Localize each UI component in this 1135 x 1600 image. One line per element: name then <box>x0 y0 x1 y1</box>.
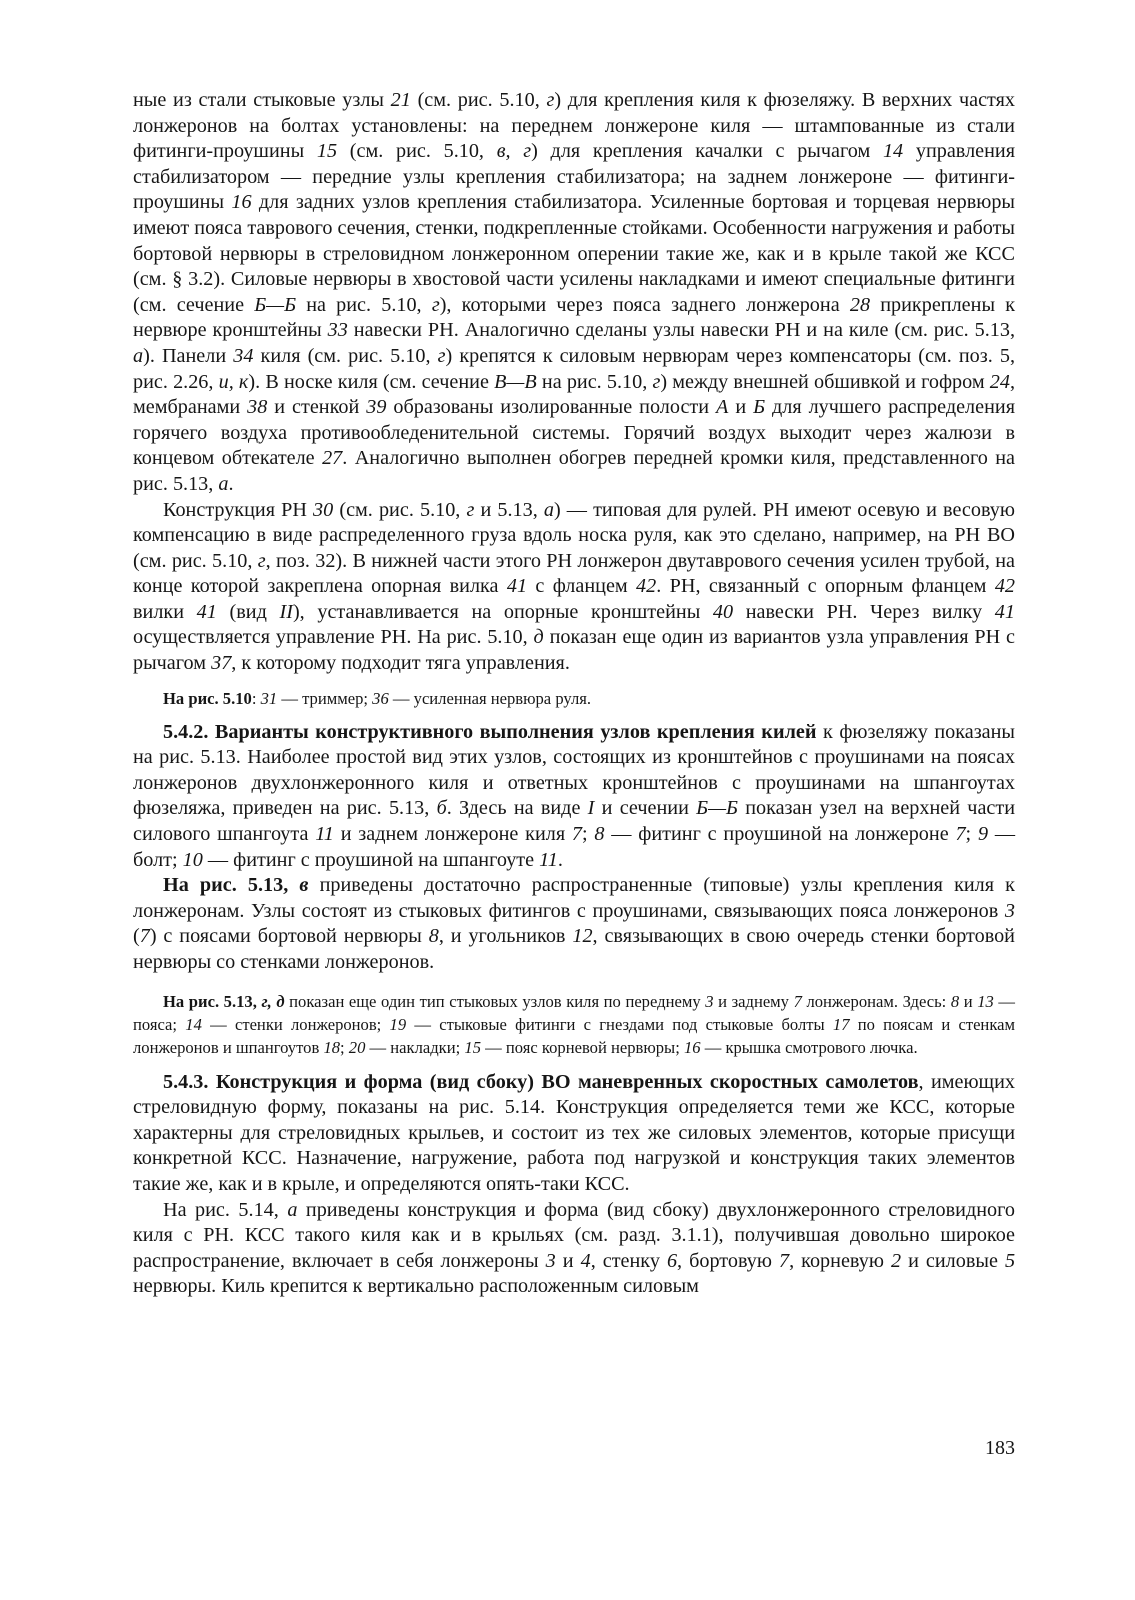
text-run: по поясам и стенкам лонжеронов и шпангоутов <box>133 1014 1015 1057</box>
body-paragraph <box>133 873 1015 975</box>
text-run: и заднему <box>713 991 794 1011</box>
text-run: , мембранами <box>133 370 1016 419</box>
text-run: навески РН. Аналогично сделаны узлы навески РН и на киле (см. рис. 5.13, <box>347 319 1016 342</box>
text-run: 24 <box>989 370 1010 393</box>
text-run: ( <box>133 925 140 948</box>
text-run: Б <box>753 396 766 419</box>
text-run: 6 <box>666 1249 678 1272</box>
text-run: ), устанавливается на опорные кронштейны <box>292 600 713 623</box>
text-run: 15 <box>464 1037 481 1057</box>
text-run: 8 <box>428 925 439 948</box>
text-run: ) между внешней обшивкой и гофром <box>660 370 990 393</box>
text-run: , стенку <box>590 1249 667 1272</box>
text-run: приведены конструкция и форма (вид сбоку) двухлонжеронного стреловидного киля с РН. КСС такого киля как и в крыльях (см. разд. 3.1.1), получившая довольно широкое распространение, включает в себя лонжероны <box>133 1198 1015 1272</box>
text-run: , корневую <box>789 1249 891 1272</box>
text-run: г <box>466 498 475 521</box>
text-run: г, д <box>261 991 285 1011</box>
text-run: 16 <box>683 1037 701 1057</box>
text-run: вилки <box>133 600 197 623</box>
text-run: с фланцем <box>527 575 637 598</box>
text-run: 7 <box>571 823 583 846</box>
text-run: 3 <box>1004 899 1015 922</box>
text-run: — триммер; <box>277 688 373 708</box>
text-run: А <box>716 396 729 419</box>
text-run: а <box>287 1198 298 1221</box>
text-run: — пояс корневой нервюры; <box>480 1037 684 1057</box>
text-run: и <box>959 991 978 1011</box>
text-run: ные из стали стыковые узлы <box>133 89 391 111</box>
text-run: 5.4.3. Конструкция и форма (вид сбоку) ВО маневренных скоростных самолетов <box>163 1070 919 1093</box>
text-run: (вид <box>216 600 280 623</box>
text-run: г <box>546 89 555 111</box>
text-run: 34 <box>233 344 254 367</box>
text-run: на рис. 5.10, <box>296 293 432 316</box>
text-run: . Аналогично выполнен обогрев передней кромки киля, представленного на рис. 5.13, <box>133 447 1016 495</box>
page-number: 183 <box>985 1437 1015 1459</box>
text-run: и стенкой <box>267 396 367 419</box>
text-run: — стыковые фитинги с гнездами под стыковые болты <box>406 1014 833 1034</box>
text-run: ). Панели <box>143 344 234 367</box>
text-run: г <box>257 549 266 572</box>
text-run: 37 <box>211 652 232 675</box>
text-run: 31 <box>260 688 278 708</box>
text-run: Б—Б <box>254 293 296 316</box>
text-run: а <box>218 472 229 495</box>
text-run: — болт; <box>133 823 1016 871</box>
text-run: 14 <box>882 140 904 163</box>
text-run: для лучшего распределения горячего воздуха противообледенительной системы. Горячий воздух выходит через жалюзи в концевом обтекателе <box>133 396 1015 470</box>
text-run: . <box>228 472 234 495</box>
text-run: 7 <box>139 925 150 948</box>
text-run: : <box>251 688 261 708</box>
text-run: 20 <box>348 1037 366 1057</box>
text-run: а <box>543 498 554 521</box>
text-run: д <box>533 626 544 649</box>
text-run: — усиленная нервюра руля. <box>388 688 592 708</box>
text-run: 41 <box>506 575 528 598</box>
text-run: и сечении <box>594 797 697 820</box>
text-run: для задних узлов крепления стабилизатора. Усиленные бортовая и торцевая нервюры имеют пояса таврового сечения, стенки, подкрепленные стойками. Особенности нагружения и работы бортовой нервюры в стреловидном лонжеронном оперении такие же, как и в крыле такой же КСС (см. § 3.2). Силовые нервюры в хвостовой части усилены накладками и имеют специальные фитинги (см. сечение <box>133 191 1015 316</box>
text-run: ). В носке киля (см. сечение <box>248 370 495 393</box>
text-run: , к которому подходит тяга управления. <box>231 652 570 675</box>
text-run: и <box>555 1249 581 1272</box>
text-run: приведены достаточно распространенные (типовые) узлы крепления киля к лонжеронам. Узлы состоят из стыковых фитингов с проушинами, связывающих пояса лонжеронов <box>133 874 1015 922</box>
body-paragraph <box>133 1070 1015 1198</box>
text-run: показан еще один тип стыковых узлов киля по переднему <box>284 991 706 1011</box>
text-run: 7 <box>955 823 966 846</box>
text-run: — стенки лонжеронов; <box>201 1014 390 1034</box>
text-run: и заднем лонжероне киля <box>333 823 572 846</box>
text-run: 39 <box>366 396 387 419</box>
text-run: , поз. 32). В нижней части этого РН лонжерон двутаврового сечения усилен трубой, на конце которой закреплена опорная вилка <box>133 549 1015 598</box>
text-run: — фитинг с проушиной на лонжероне <box>604 823 956 846</box>
text-run: нервюры. Киль крепится к вертикально расположенным силовым <box>133 1275 699 1298</box>
text-run: На рис. 5.13, <box>163 991 262 1011</box>
text-run: , бортовую <box>677 1249 780 1272</box>
text-run: (см. рис. 5.10, <box>333 498 467 521</box>
text-run: 19 <box>389 1014 407 1034</box>
text-run: к фюзеляжу показаны на рис. 5.13. Наиболее простой вид этих узлов, состоящих из кронштейнов с проушинами на поясах лонжеронов двухлонжеронного киля и ответных кронштейнов с проушинами на шпангоутах фюзеляжа, приведен на рис. 5.13, <box>133 720 1015 820</box>
text-run: ; <box>965 823 978 846</box>
text-run: На рис. 5.13, <box>163 874 300 897</box>
text-run: 3 <box>705 991 714 1011</box>
text-run: . РН, связанный с опорным фланцем <box>656 575 995 598</box>
text-run: 42 <box>636 575 657 598</box>
figure-note <box>133 990 1015 1059</box>
text-run: 33 <box>327 319 348 342</box>
text-run: 5 <box>1004 1249 1016 1272</box>
text-run: 17 <box>832 1014 850 1034</box>
body-paragraph <box>133 88 1015 498</box>
text-run: г <box>431 293 440 316</box>
text-run: В—В <box>494 370 537 393</box>
text-run: 8 <box>594 823 605 846</box>
text-run: , и угольников <box>438 925 573 948</box>
text-run: показан узел на верхней части силового шпангоута <box>133 797 1016 846</box>
text-run: в <box>299 874 309 897</box>
text-run: киля (см. рис. 5.10, <box>253 344 438 367</box>
text-run: б <box>436 797 447 820</box>
text-run: — крышка смотрового лючка. <box>700 1037 918 1057</box>
text-run: (см. рис. 5.10, <box>410 89 547 111</box>
text-run: показан еще один из вариантов узла управления РН с рычагом <box>133 626 1015 675</box>
text-run: 4 <box>580 1249 591 1272</box>
text-run: образованы изолированные полости <box>386 396 717 419</box>
text-run: Б—Б <box>696 797 738 820</box>
text-run: 7 <box>793 991 802 1011</box>
text-run: 14 <box>185 1014 202 1034</box>
text-run: лонжеронам. Здесь: <box>801 991 951 1011</box>
text-run: навески РН. Через вилку <box>733 600 995 623</box>
text-run: . <box>557 848 563 871</box>
body-paragraph <box>133 498 1015 677</box>
text-run: II <box>279 600 293 623</box>
figure-note <box>133 687 1015 710</box>
text-run: и, к <box>218 370 249 393</box>
text-run: — пояса; <box>133 991 1016 1034</box>
text-run: 41 <box>994 600 1015 623</box>
text-run: (см. рис. 5.10, <box>337 140 497 163</box>
text-run: ; <box>340 1037 349 1057</box>
text-run: 21 <box>390 89 411 111</box>
text-run: 16 <box>231 191 252 214</box>
text-run: . Здесь на виде <box>446 797 588 820</box>
text-run: 40 <box>712 600 734 623</box>
text-run: г <box>437 344 446 367</box>
text-run: ) для крепления киля к фюзеляжу. В верхних частях лонжеронов на болтах установлены: на переднем лонжероне киля — штампованные из стали фитинги-проушины <box>133 89 1015 163</box>
text-run: ; <box>582 823 595 846</box>
text-run: , связывающих в свою очередь стенки бортовой нервюры со стенками лонжеронов. <box>133 925 1015 973</box>
text-run: 27 <box>322 447 343 470</box>
text-run: 30 <box>313 498 334 521</box>
text-run: 2 <box>890 1249 902 1272</box>
text-run: осуществляется управление РН. На рис. 5.10, <box>133 626 534 649</box>
text-run: — фитинг с проушиной на шпангоуте <box>202 848 540 871</box>
text-run: 9 <box>977 823 989 846</box>
body-paragraph <box>133 720 1015 874</box>
text-run: Конструкция РН <box>163 498 314 521</box>
text-run: управления стабилизатором — передние узлы крепления стабилизатора; на заднем лонжероне — фитинги-проушины <box>133 140 1015 214</box>
text-run: 38 <box>247 396 268 419</box>
text-run: на рис. 5.10, <box>536 370 653 393</box>
text-run: ), которыми через пояса заднего лонжерона <box>439 293 850 316</box>
text-run: — накладки; <box>365 1037 465 1057</box>
text-run: 11 <box>315 823 334 846</box>
text-run: На рис. 5.14, <box>163 1198 288 1221</box>
body-paragraph <box>133 1198 1015 1300</box>
text-run: , имеющих стреловидную форму, показаны на рис. 5.14. Конструкция определяется теми же КСС, которые характерны для стреловидных крыльев, и состоит из тех же силовых элементов, которые присущи конкретной КСС. Назначение, нагружение, работа под нагрузкой и конструкция таких элементов такие же, как и в крыле, и определяются опять-таки КСС. <box>133 1070 1015 1195</box>
text-run: и силовые <box>901 1249 1005 1272</box>
text-run: и <box>728 396 754 419</box>
text-run: 41 <box>196 600 217 623</box>
text-run: 18 <box>323 1037 341 1057</box>
text-run: 8 <box>950 991 960 1011</box>
text-run: ) — типовая для рулей. РН имеют осевую и весовую компенсацию в виде распределенного груза вдоль носка руля, как это сделано, например, на РН ВО (см. рис. 5.10, <box>133 498 1015 572</box>
text-run: 13 <box>977 991 994 1011</box>
text-run: и 5.13, <box>474 498 544 521</box>
text-run: ) с поясами бортовой нервюры <box>149 925 429 948</box>
text-run: 12 <box>572 925 593 948</box>
text-run: I <box>587 797 595 820</box>
page-body <box>133 88 1015 1300</box>
text-run: а <box>133 344 144 367</box>
text-run: г <box>652 370 661 393</box>
text-run: 36 <box>372 688 389 708</box>
text-run: 28 <box>849 293 871 316</box>
text-run: 7 <box>779 1249 790 1272</box>
text-run: 11 <box>539 848 558 871</box>
text-run: 42 <box>994 575 1015 598</box>
text-run: 15 <box>316 140 338 163</box>
text-run: в, г <box>496 140 532 163</box>
text-run: ) для крепления качалки с рычагом <box>531 140 883 163</box>
text-run: На рис. 5.10 <box>163 688 252 708</box>
text-run: 3 <box>545 1249 556 1272</box>
text-run: 10 <box>182 848 203 871</box>
text-run: 5.4.2. Варианты конструктивного выполнения узлов крепления килей <box>163 720 817 743</box>
text-run: ) крепятся к силовым нервюрам через компенсаторы (см. поз. 5, рис. 2.26, <box>133 344 1015 393</box>
text-run: прикреплены к нервюре кронштейны <box>133 293 1015 342</box>
